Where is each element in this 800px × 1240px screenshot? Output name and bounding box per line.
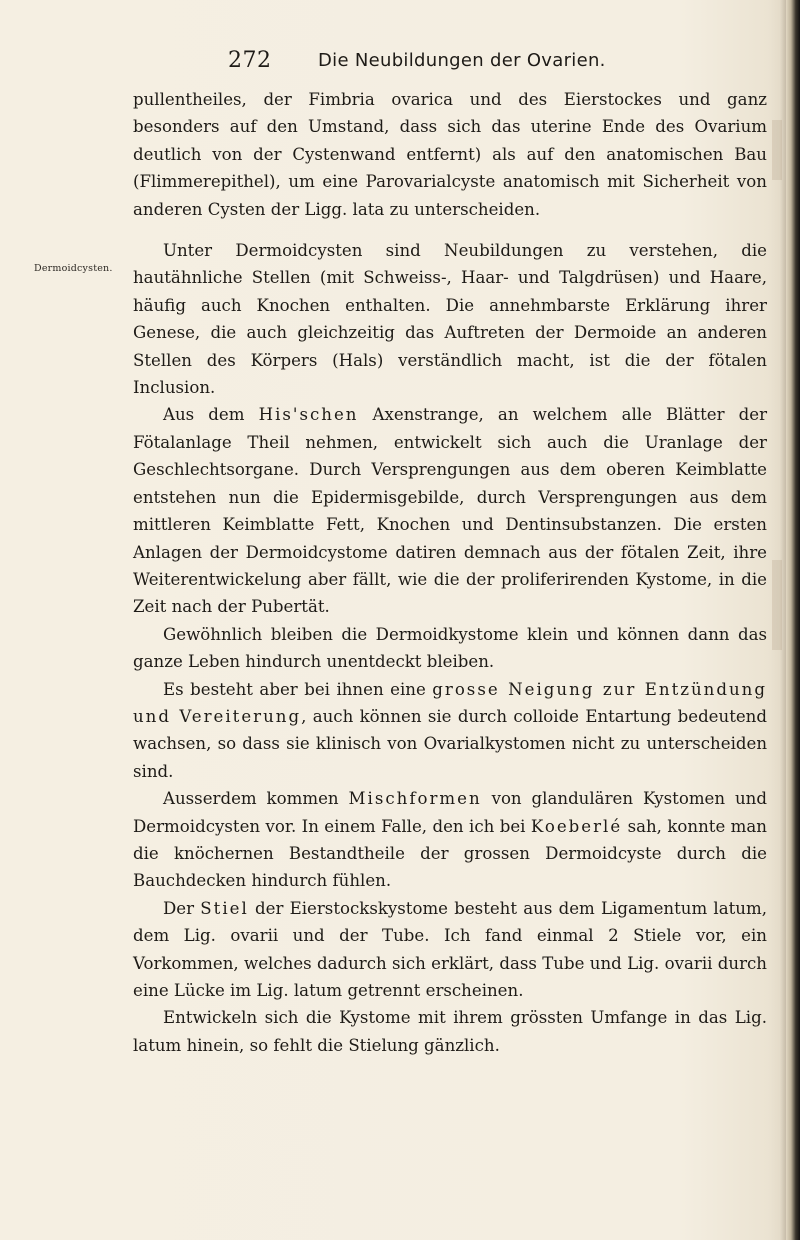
emphasized-text: His'schen: [258, 405, 359, 425]
paragraph: [133, 621, 767, 676]
paragraph-gap: [133, 223, 767, 237]
text-run: der Eierstockskystome besteht aus dem Ligamentum latum, dem Lig. ovarii und der Tube. Ich fand einmal 2 Stiele vor, ein Vorkommen, welches dadurch sich erklärt, dass Tube und Lig. ovarii durch eine Lücke im Lig. latum getrennt erscheinen.: [133, 898, 767, 1000]
paper-stain: [772, 120, 782, 180]
paragraph: [133, 401, 767, 620]
emphasized-text: Mischformen: [348, 789, 482, 809]
paragraph: [133, 237, 767, 401]
text-run: Gewöhnlich bleiben die Dermoidkystome klein und können dann das ganze Leben hindurch unentdeckt bleiben.: [133, 624, 767, 672]
body-text: [133, 86, 767, 1059]
text-run: Es besteht aber bei ihnen eine: [163, 679, 433, 699]
text-run: Aus dem: [163, 405, 259, 425]
page-number: 272: [228, 48, 272, 73]
binding-edge: [786, 0, 800, 1240]
text-run: von glandulären Kystomen und Dermoidcysten vor. In einem Falle, den ich bei: [133, 789, 767, 836]
margin-note: Dermoidcysten.: [34, 263, 113, 274]
text-run: Der: [163, 898, 201, 918]
paper-stain: [772, 560, 782, 650]
text-run: Ausserdem kommen: [163, 789, 349, 809]
page-header: [0, 48, 800, 82]
text-run: Unter Dermoidcysten sind Neubildungen zu verstehen, die hautähnliche Stellen (mit Schweiss-, Haar- und Talgdrüsen) und Haare, häufig auch Knochen enthalten. Die annehmbarste Erklärung ihrer Genese, die auch gleichzeitig das Auftreten der Dermoide an anderen Stellen des Körpers (Hals) verständlich macht, ist die der fötalen Inclusion.: [133, 241, 767, 398]
text-run: pullentheiles, der Fimbria ovarica und des Eierstockes und ganz besonders auf den Umstand, dass sich das uterine Ende des Ovarium deutlich von der Cystenwand entfernt) als auf den anatomischen Bau (Flimmerepithel), um eine Parovarialcyste anatomisch mit Sicherheit von anderen Cysten der Ligg. lata zu unterscheiden.: [133, 90, 767, 219]
text-run: Entwickeln sich die Kystome mit ihrem grössten Umfange in das Lig. latum hinein, so fehlt die Stielung gänzlich.: [133, 1008, 767, 1055]
paragraph: [133, 86, 767, 223]
emphasized-text: Stiel: [200, 898, 249, 918]
emphasized-text: grosse Neigung zur Entzündung und Vereiterung: [133, 679, 767, 726]
paragraph: [133, 895, 767, 1005]
text-run: sah, konnte man die knöchernen Bestandtheile der grossen Dermoidcyste durch die Bauchdecken hindurch fühlen.: [133, 816, 767, 891]
paragraph: [133, 676, 767, 786]
emphasized-text: Koeberlé: [530, 816, 623, 836]
text-run: , auch können sie durch colloide Entartung bedeutend wachsen, so dass sie klinisch von Ovarialkystomen nicht zu unterscheiden sind.: [133, 706, 767, 781]
paragraph: [133, 785, 767, 895]
paragraph: [133, 1004, 767, 1059]
running-title: Die Neubildungen der Ovarien.: [318, 50, 606, 71]
text-run: Axenstrange, an welchem alle Blätter der Fötalanlage Theil nehmen, entwickelt sich auch die Uranlage der Geschlechtsorgane. Durch Versprengungen aus dem oberen Keimblatte entstehen nun die Epidermisgebilde, durch Versprengungen aus dem mittleren Keimblatte Fett, Knochen und Dentinsubstanzen. Die ersten Anlagen der Dermoidcystome datiren demnach aus der fötalen Zeit, ihre Weiterentwickelung aber fällt, wie die der proliferirenden Kystome, in die Zeit nach der Pubertät.: [133, 405, 767, 617]
